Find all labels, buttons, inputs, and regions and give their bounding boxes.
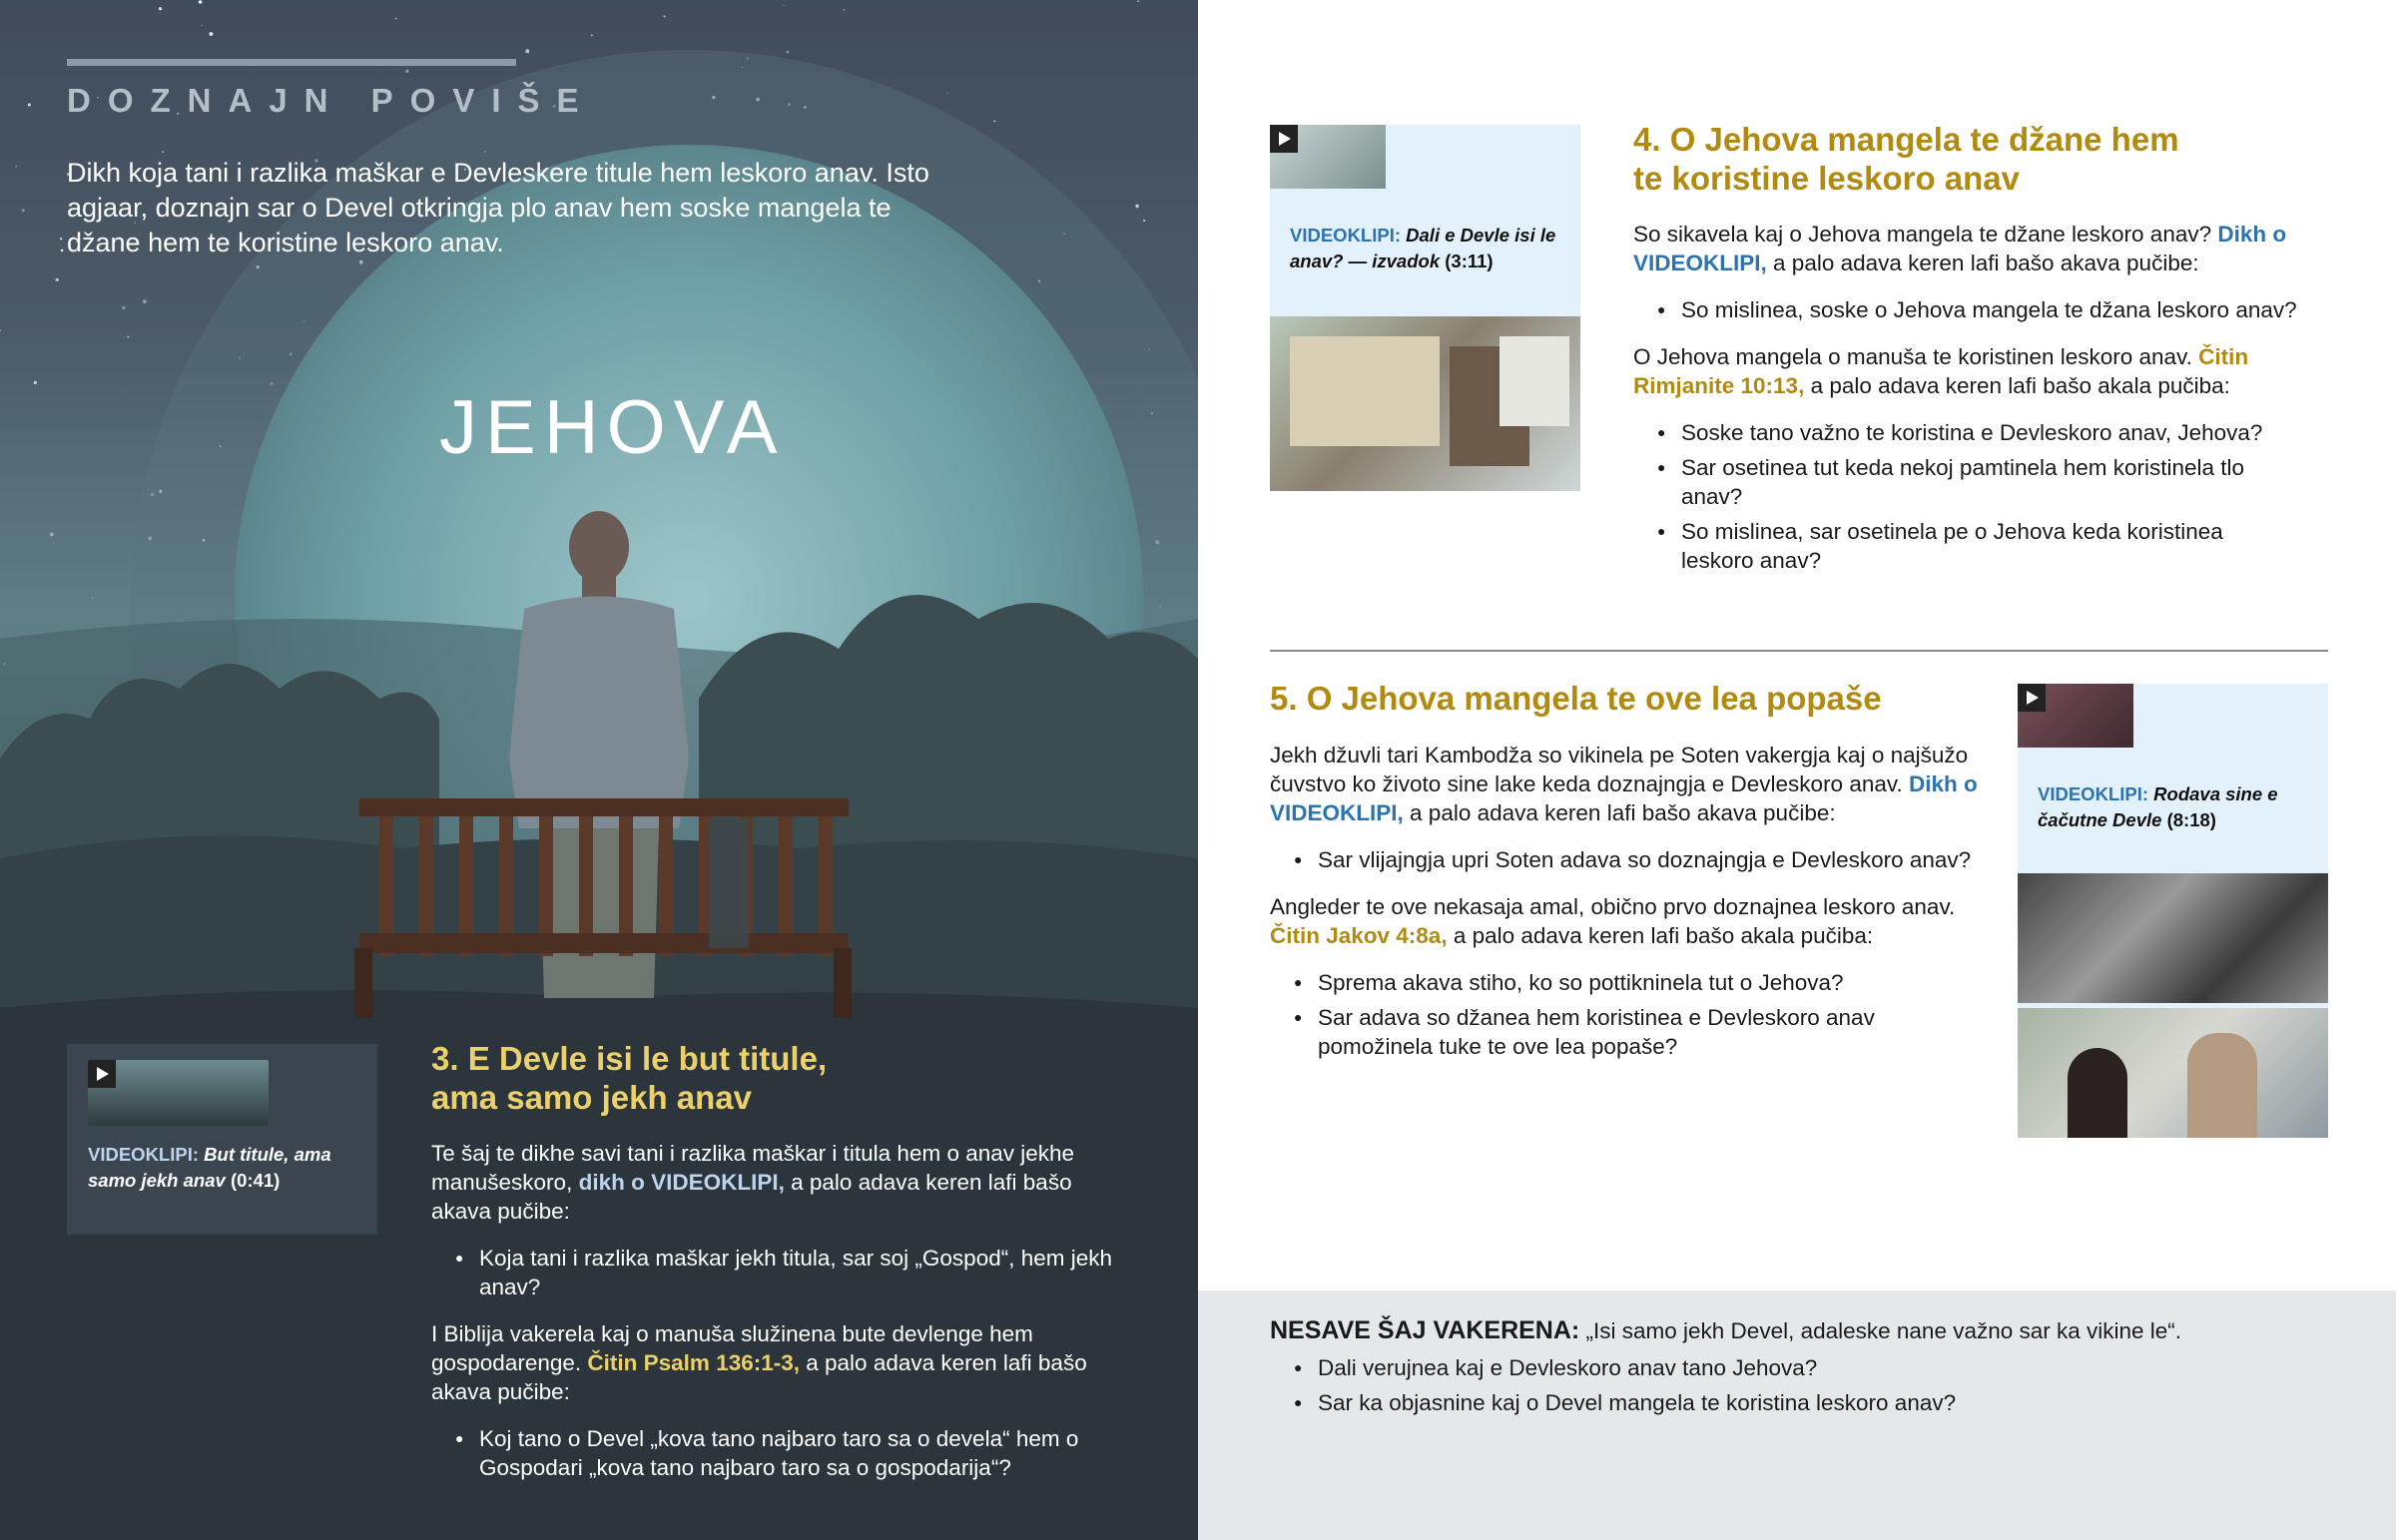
section-4-title: 4. O Jehova mangela te džane hem te koristine leskoro anav	[1633, 121, 2179, 197]
video-still-image	[1270, 316, 1580, 491]
video-thumbnail[interactable]	[2018, 684, 2133, 748]
video-link[interactable]: dikh o VIDEOKLIPI,	[578, 1170, 785, 1195]
objection-quote: „Isi samo jekh Devel, adaleske nane važno sar ka vikine le“.	[1585, 1318, 2182, 1343]
section-kicker: DOZNAJN POVIŠE	[67, 82, 596, 119]
question-item: ● Sar osetinea tut keda nekoj pamtinela hem koristinela tlo anav?	[1633, 453, 2252, 511]
question-item: ● Soske tano važno te koristina e Devleskoro anav, Jehova?	[1633, 418, 2332, 447]
scripture-link[interactable]: Čitin Psalm 136:1-3,	[587, 1350, 800, 1375]
question-item: ● Sprema akava stiho, ko so pottikninela tut o Jehova?	[1270, 968, 1979, 997]
question-item: ● So mislinea, soske o Jehova mangela te džana leskoro anav?	[1633, 295, 2332, 324]
question-item: ● Sar vlijajngja upri Soten adava so doznajngja e Devleskoro anav?	[1270, 845, 1979, 874]
video-thumbnail[interactable]	[88, 1060, 269, 1126]
video-still-image	[2018, 873, 2328, 1003]
moon-title: JEHOVA	[439, 385, 786, 470]
play-icon	[88, 1060, 116, 1088]
section-5-title: 5. O Jehova mangela te ove lea popaše	[1270, 680, 1882, 717]
video-still-image	[2018, 1008, 2328, 1138]
intro-text: Dikh koja tani i razlika maškar e Devleskere titule hem leskoro anav. Isto agjaar, doznajn sar o Devel otkringja plo anav hem soske mangela te džane hem te koristine leskoro anav.	[67, 158, 929, 257]
video-card-titles[interactable]	[67, 1044, 377, 1235]
play-icon	[2018, 684, 2046, 712]
play-icon	[1270, 125, 1298, 153]
question-item: ● Dali verujnea kaj e Devleskoro anav tano Jehova?	[1270, 1353, 2348, 1382]
scripture-link[interactable]: Čitin Rimjanite 10:13,	[1633, 344, 2249, 398]
video-card-name[interactable]	[1270, 125, 1580, 491]
video-link[interactable]: Dikh o VIDEOKLIPI,	[1633, 222, 2287, 275]
video-caption: VIDEOKLIPI: Dali e Devle isi le anav? — izvadok (3:11)	[1290, 225, 1556, 271]
section-3-body: Te šaj te dikhe savi tani i razlika maškar i titula hem o anav jekhe manušeskoro, dikh o VIDEOKLIPI, a palo adava keren lafi bašo akava pučibe: ● Koja tani i razlika maškar jekh titula, sar soj „Gospod“, hem jekh anav? I Biblija vakerela kaj o manuša služinena bute devlenge hem gospodarenge. Čitin Psalm 136:1-3, a palo adava keren lafi bašo akava pučibe: ● Koj tano o Devel „kova tano najbaro taro sa o devela“ hem o Gospodari „kova tano najbaro taro sa o gospodarija“?	[431, 1139, 1120, 1500]
question-item: ● So mislinea, sar osetinela pe o Jehova keda koristinea leskoro anav?	[1633, 517, 2252, 575]
question-item: ● Koj tano o Devel „kova tano najbaro taro sa o devela“ hem o Gospodari „kova tano najbaro taro sa o gospodarija“?	[431, 1424, 1120, 1482]
section-divider	[1270, 650, 2328, 652]
content-panel	[1198, 0, 2396, 1540]
question-item: ● Sar adava so džanea hem koristinea e Devleskoro anav pomožinela tuke te ove lea popaše?	[1270, 1003, 1979, 1061]
kicker-rule	[67, 59, 516, 66]
section-4-body: So sikavela kaj o Jehova mangela te džane leskoro anav? Dikh o VIDEOKLIPI, a palo adava keren lafi bašo akava pučibe: ● So mislinea, soske o Jehova mangela te džana leskoro anav? O Jehova mangela o manuša te koristinen leskoro anav. Čitin Rimjanite 10:13, a palo adava keren lafi bašo akala pučiba: ● Soske tano važno te koristina e Devleskoro anav, Jehova? ● Sar osetinea tut keda nekoj pamtinela hem koristinela tlo anav? ● So mislinea, sar osetinela pe o Jehova keda koristinea leskoro anav?	[1633, 220, 2332, 593]
video-thumbnail[interactable]	[1270, 125, 1386, 189]
question-item: ● Sar ka objasnine kaj o Devel mangela te koristina leskoro anav?	[1270, 1388, 2348, 1417]
scripture-link[interactable]: Čitin Jakov 4:8a,	[1270, 923, 1448, 948]
section-3-title: 3. E Devle isi le but titule, ama samo jekh anav	[431, 1040, 828, 1116]
video-caption: VIDEOKLIPI: Rodava sine e čačutne Devle (8:18)	[2038, 783, 2278, 830]
question-item: ● Koja tani i razlika maškar jekh titula, sar soj „Gospod“, hem jekh anav?	[431, 1244, 1120, 1301]
video-card-searching[interactable]	[2018, 684, 2328, 1138]
objection-label: NESAVE ŠAJ VAKERENA:	[1270, 1316, 1580, 1344]
section-5-body: Jekh džuvli tari Kambodža so vikinela pe Soten vakergja kaj o najšužo čuvstvo ko životo sine lake keda doznajngja e Devleskoro anav. Dikh o VIDEOKLIPI, a palo adava keren lafi bašo akava pučibe: ● Sar vlijajngja upri Soten adava so doznajngja e Devleskoro anav? Angleder te ove nekasaja amal, obično prvo doznajnea leskoro anav. Čitin Jakov 4:8a, a palo adava keren lafi bašo akala pučiba: ● Sprema akava stiho, ko so pottikninela tut o Jehova? ● Sar adava so džanea hem koristinea e Devleskoro anav pomožinela tuke te ove lea popaše?	[1270, 741, 1979, 1079]
video-link[interactable]: Dikh o VIDEOKLIPI,	[1270, 771, 1978, 825]
objection-box	[1198, 1290, 2396, 1540]
video-caption: VIDEOKLIPI: But titule, ama samo jekh anav (0:41)	[88, 1144, 331, 1191]
